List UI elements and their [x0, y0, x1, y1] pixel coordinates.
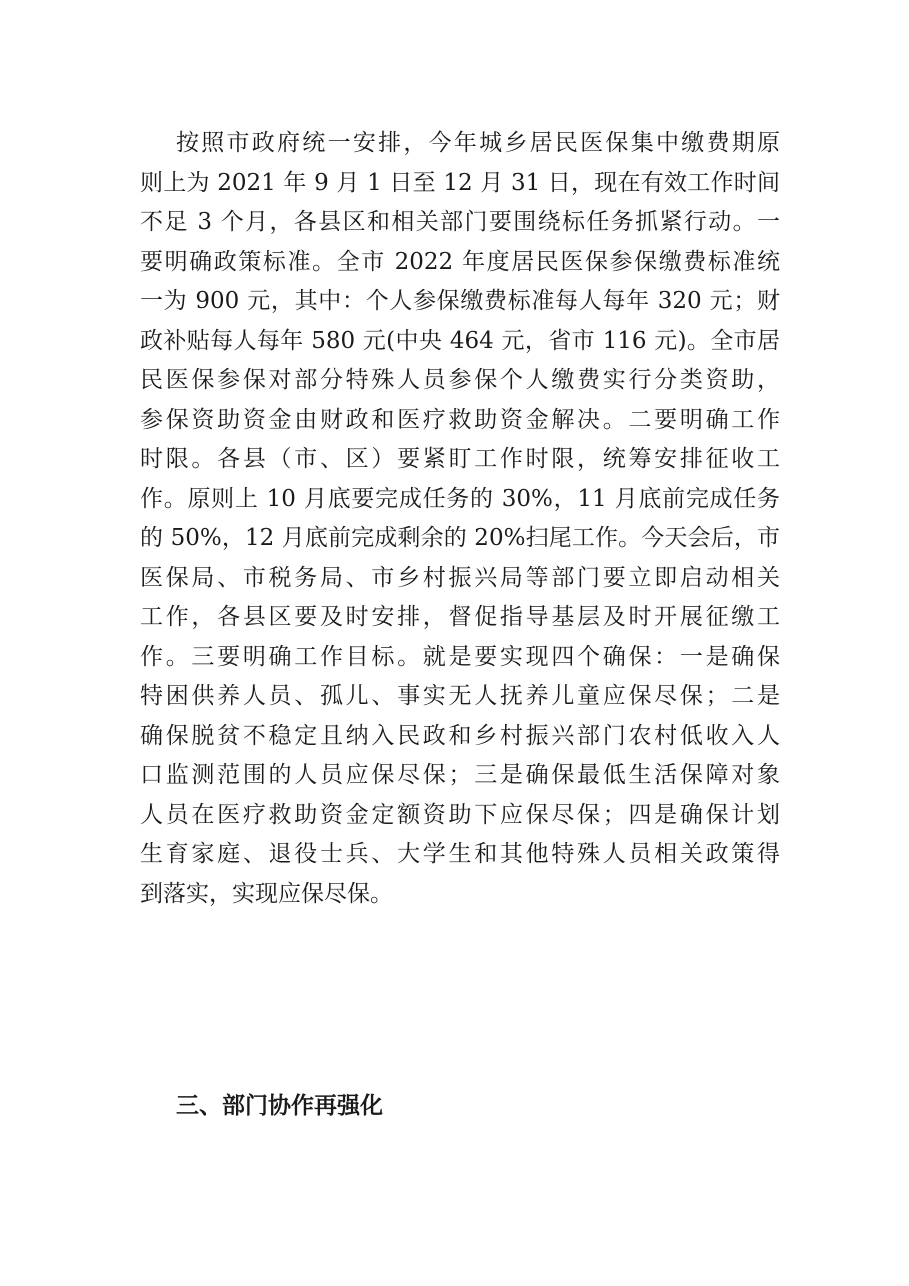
- paragraph-line: 不足 3 个月，各县区和相关部门要围绕标任务抓紧行动。一: [140, 209, 780, 235]
- paragraph-line: 工作，各县区要及时安排，督促指导基层及时开展征缴工: [140, 604, 780, 630]
- paragraph-line: 参保资助资金由财政和医疗救助资金解决。二要明确工作: [140, 406, 780, 433]
- paragraph-line: 作。原则上 10 月底要完成任务的 30%，11 月底前完成任务: [140, 485, 780, 512]
- paragraph-line: 要明确政策标准。全市 2022 年度居民医保参保缴费标准统: [140, 248, 780, 275]
- paragraph-line: 生育家庭、退役士兵、大学生和其他特殊人员相关政策得: [140, 841, 780, 867]
- paragraph-line: 作。三要明确工作目标。就是要实现四个确保：一是确保: [140, 643, 780, 670]
- paragraph-line: 到落实，实现应保尽保。: [140, 880, 393, 907]
- paragraph-line: 民医保参保对部分特殊人员参保个人缴费实行分类资助，: [140, 367, 780, 393]
- paragraph-line: 口监测范围的人员应保尽保；三是确保最低生活保障对象: [140, 762, 780, 788]
- body-paragraph: [140, 124, 780, 914]
- paragraph-line: 确保脱贫不稳定且纳入民政和乡村振兴部门农村低收入人: [140, 722, 780, 749]
- paragraph-line: 医保局、市税务局、市乡村振兴局等部门要立即启动相关: [140, 564, 780, 591]
- paragraph-line: 的 50%，12 月底前完成剩余的 20%扫尾工作。今天会后，市: [140, 525, 780, 551]
- paragraph-line: 人员在医疗救助资金定额资助下应保尽保；四是确保计划: [140, 801, 780, 828]
- paragraph-line: 一为 900 元，其中：个人参保缴费标准每人每年 320 元；财: [140, 288, 780, 314]
- paragraph-line: 政补贴每人每年 580 元(中央 464 元，省市 116 元)。全市居: [140, 327, 780, 354]
- paragraph-line: 特困供养人员、孤儿、事实无人抚养儿童应保尽保；二是: [140, 683, 780, 709]
- paragraph-line: 时限。各县（市、区）要紧盯工作时限，统筹安排征收工: [140, 446, 780, 472]
- paragraph-line: 按照市政府统一安排，今年城乡居民医保集中缴费期原: [176, 130, 780, 156]
- section-heading: 三、部门协作再强化: [176, 1093, 383, 1119]
- paragraph-line: 则上为 2021 年 9 月 1 日至 12 月 31 日，现在有效工作时间: [140, 169, 780, 196]
